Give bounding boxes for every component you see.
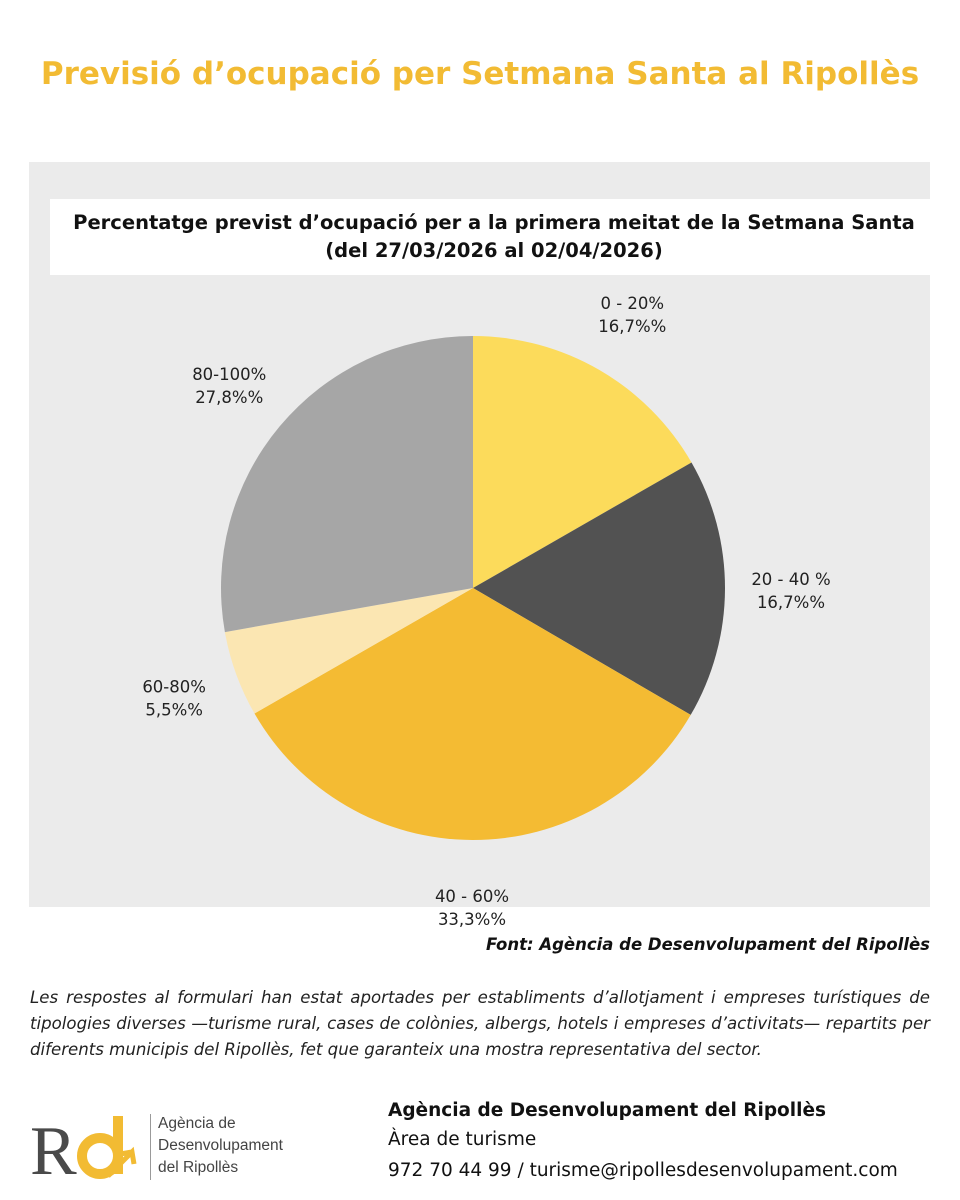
- logo-text-line-3: del Ripollès: [158, 1159, 239, 1176]
- contact-organization: Agència de Desenvolupament del Ripollès: [388, 1100, 827, 1121]
- pie-label-value: 16,7%%: [598, 316, 667, 336]
- pie-label-value: 5,5%%: [145, 700, 203, 720]
- svg-text:R: R: [30, 1113, 77, 1190]
- source-credit: Font: Agència de Desenvolupament del Ripollès: [486, 935, 930, 954]
- pie-label-5: [192, 365, 266, 407]
- organization-logo: [30, 1112, 330, 1190]
- pie-label-3: [435, 887, 509, 929]
- logo-divider: [150, 1114, 151, 1180]
- pie-label-category: 80-100%: [192, 364, 267, 384]
- contact-block: [388, 1097, 948, 1187]
- pie-label-value: 16,7%%: [756, 592, 826, 612]
- pie-label-4: [142, 678, 206, 720]
- pie-label-category: 0 - 20%: [600, 293, 665, 313]
- survey-description: Les respostes al formulari han estat aportades per establiments d’allotjament i empreses turístiques de tipologies diverses —turisme rural, cases de colònies, albergs, hotels i empreses d’activitats— repartits per diferents municipis del Ripollès, fet que garanteix una mostra representativa del sector.: [30, 988, 930, 1059]
- pie-label-1: [598, 294, 666, 336]
- page-title: Previsió d’ocupació per Setmana Santa al Ripollès: [40, 56, 920, 92]
- pie-label-value: 33,3%%: [437, 909, 507, 929]
- contact-details: 972 70 44 99 / turisme@ripollesdesenvolupament.com: [388, 1160, 898, 1181]
- pie-label-value: 27,8%%: [195, 387, 264, 407]
- chart-title-line-1: Percentatge previst d’ocupació per a la primera meitat de la Setmana Santa: [73, 211, 915, 234]
- chart-panel: [29, 162, 930, 929]
- contact-area: Àrea de turisme: [388, 1129, 537, 1150]
- pie-label-2: [751, 570, 830, 612]
- chart-title-line-2: (del 27/03/2026 al 02/04/2026): [325, 239, 663, 262]
- pie-label-category: 40 - 60%: [434, 886, 510, 906]
- pie-slices: [221, 336, 725, 840]
- pie-label-category: 20 - 40 %: [751, 569, 831, 589]
- pie-label-category: 60-80%: [142, 677, 206, 697]
- logo-text-line-1: Agència de: [158, 1115, 236, 1132]
- rd-logo-icon: [30, 1112, 142, 1190]
- logo-text-line-2: Desenvolupament: [158, 1137, 283, 1154]
- chart-title: [50, 199, 938, 275]
